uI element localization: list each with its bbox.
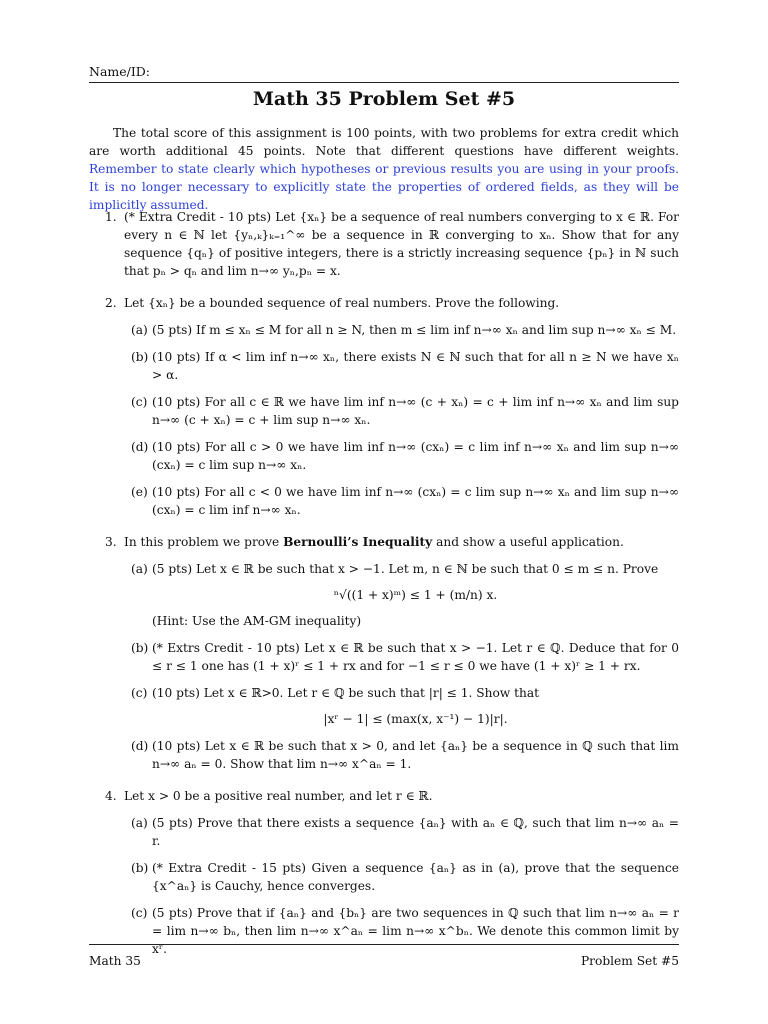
problem-list	[89, 208, 679, 972]
part-label: (a)	[131, 562, 148, 576]
part-text: (5 pts) Let x ∈ ℝ be such that x > −1. Let m, n ∈ ℕ be such that 0 ≤ m ≤ n. Prove	[152, 562, 659, 576]
part-label: (b)	[131, 861, 149, 875]
part-text: (5 pts) If m ≤ xₙ ≤ M for all n ≥ N, then m ≤ lim inf n→∞ xₙ and lim sup n→∞ xₙ ≤ M.	[152, 323, 677, 337]
problem-3-part-c	[124, 684, 679, 728]
part-label: (d)	[131, 739, 149, 753]
part-text: (5 pts) Prove that if {aₙ} and {bₙ} are two sequences in ℚ such that lim n→∞ aₙ = r = lim n→∞ bₙ, then lim n→∞ x^aₙ = lim n→∞ x^bₙ. We denote this common limit by xʳ.	[152, 906, 679, 956]
problem-4-part-b	[124, 859, 679, 895]
problem-text-after: and show a useful application.	[432, 535, 624, 549]
part-text: (10 pts) Let x ∈ ℝ be such that x > 0, and let {aₙ} be a sequence in ℚ such that lim n→∞ aₙ = 0. Show that lim n→∞ x^aₙ = 1.	[152, 739, 679, 771]
problem-number: 4.	[105, 789, 117, 803]
problem-2-part-b	[124, 348, 679, 384]
problem-1	[89, 208, 679, 280]
display-equation: |xʳ − 1| ≤ (max(x, x⁻¹) − 1)|r|.	[323, 712, 508, 726]
part-label: (c)	[131, 395, 148, 409]
problem-2-part-e	[124, 483, 679, 519]
problem-text-before: In this problem we prove	[124, 535, 284, 549]
problem-3-part-a	[124, 560, 679, 630]
part-label: (c)	[131, 686, 148, 700]
intro-text: The total score of this assignment is 100 points, with two problems for extra credit which are worth additional 45 points. Note that different questions have different weights.	[89, 126, 679, 158]
header-rule	[89, 82, 679, 83]
part-text: (5 pts) Prove that there exists a sequence {aₙ} with aₙ ∈ ℚ, such that lim n→∞ aₙ = r.	[152, 816, 679, 848]
part-label: (b)	[131, 350, 149, 364]
part-label: (a)	[131, 323, 148, 337]
name-id-label: Name/ID:	[89, 64, 151, 79]
footer-rule	[89, 944, 679, 945]
problem-text: (* Extra Credit - 10 pts) Let {xₙ} be a sequence of real numbers converging to x ∈ ℝ. For every n ∈ ℕ let {yₙ,ₖ}ₖ₌₁^∞ be a sequence in ℝ converging to xₙ. Show that for any sequence {qₙ} of positive integers, there is a strictly increasing sequence {pₙ} in ℕ such that pₙ > qₙ and lim n→∞ yₙ,pₙ = x.	[124, 210, 679, 278]
problem-3	[89, 533, 679, 773]
part-label: (c)	[131, 906, 148, 920]
part-text: (10 pts) If α < lim inf n→∞ xₙ, there exists N ∈ ℕ such that for all n ≥ N we have xₙ > α.	[152, 350, 679, 382]
part-label: (d)	[131, 440, 149, 454]
footer-course: Math 35	[89, 954, 141, 968]
problem-2-part-a	[124, 321, 679, 339]
problem-2-part-c	[124, 393, 679, 429]
part-label: (e)	[131, 485, 148, 499]
part-text: (10 pts) For all c ∈ ℝ we have lim inf n→∞ (c + xₙ) = c + lim inf n→∞ xₙ and lim sup n→∞ (c + xₙ) = c + lim sup n→∞ xₙ.	[152, 395, 679, 427]
part-text: (* Extra Credit - 15 pts) Given a sequence {aₙ} as in (a), prove that the sequence {x^aₙ} is Cauchy, hence converges.	[152, 861, 679, 893]
bernoulli-inequality-term: Bernoulli’s Inequality	[283, 535, 433, 549]
problem-number: 2.	[105, 296, 117, 310]
hint-text: (Hint: Use the AM-GM inequality)	[152, 614, 362, 628]
problem-4-part-a	[124, 814, 679, 850]
page-title: Math 35 Problem Set #5	[252, 88, 516, 110]
intro-highlight: Remember to state clearly which hypotheses or previous results you are using in your proofs. It is no longer necessary to explicitly state the properties of ordered fields, as they will be implicitly assumed.	[89, 162, 679, 212]
part-label: (a)	[131, 816, 148, 830]
problem-2	[89, 294, 679, 519]
problem-4-part-c	[124, 904, 679, 958]
problem-3-part-d	[124, 737, 679, 773]
problem-number: 1.	[105, 210, 117, 224]
problem-text: Let x > 0 be a positive real number, and let r ∈ ℝ.	[124, 789, 433, 803]
problem-4	[89, 787, 679, 958]
footer-set-title: Problem Set #5	[580, 954, 679, 968]
part-text: (10 pts) Let x ∈ ℝ>0. Let r ∈ ℚ be such that |r| ≤ 1. Show that	[152, 686, 540, 700]
part-text: (* Extrs Credit - 10 pts) Let x ∈ ℝ be such that x > −1. Let r ∈ ℚ. Deduce that for 0 ≤ r ≤ 1 one has (1 + x)ʳ ≤ 1 + rx and for −1 ≤ r ≤ 0 we have (1 + x)ʳ ≥ 1 + rx.	[152, 641, 679, 673]
problem-3-part-b	[124, 639, 679, 675]
problem-2-part-d	[124, 438, 679, 474]
part-label: (b)	[131, 641, 149, 655]
part-text: (10 pts) For all c < 0 we have lim inf n→∞ (cxₙ) = c lim sup n→∞ xₙ and lim sup n→∞ (cxₙ) = c lim inf n→∞ xₙ.	[152, 485, 679, 517]
intro-paragraph	[89, 124, 679, 214]
problem-text: Let {xₙ} be a bounded sequence of real numbers. Prove the following.	[124, 296, 560, 310]
problem-number: 3.	[105, 535, 117, 549]
display-equation: ⁿ√((1 + x)ᵐ) ≤ 1 + (m/n) x.	[333, 588, 498, 602]
part-text: (10 pts) For all c > 0 we have lim inf n→∞ (cxₙ) = c lim inf n→∞ xₙ and lim sup n→∞ (cxₙ) = c lim sup n→∞ xₙ.	[152, 440, 679, 472]
